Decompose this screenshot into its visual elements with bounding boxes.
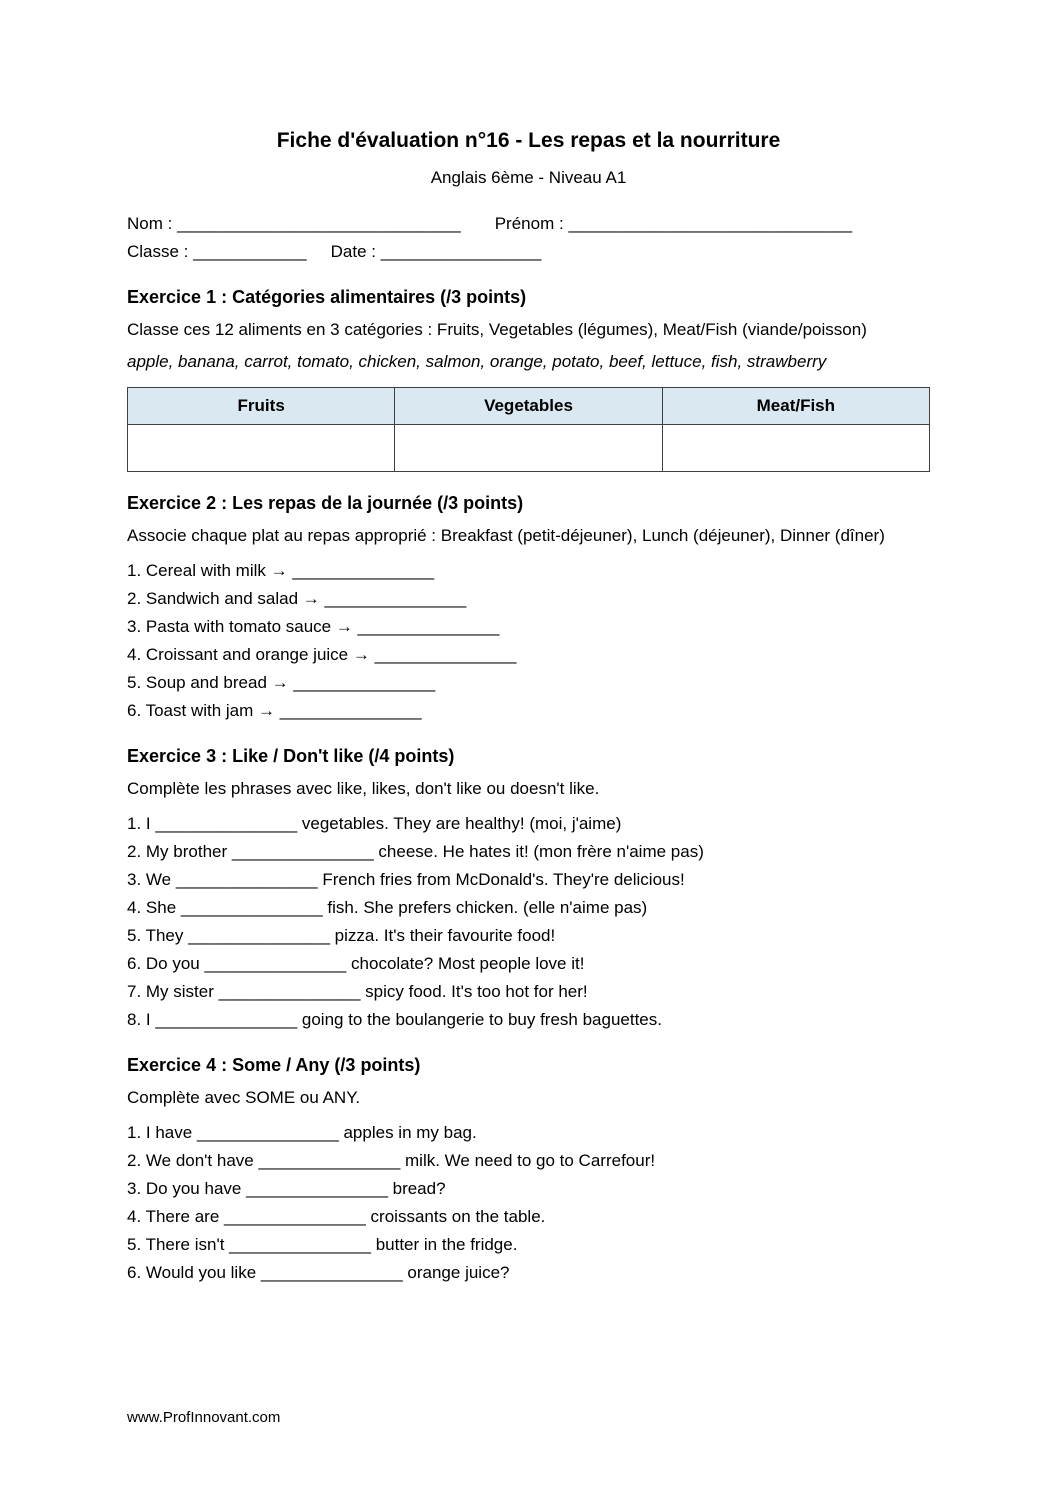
exercise-1-section (127, 285, 930, 472)
date-label: Date : (330, 242, 376, 261)
exercise-2-section (127, 491, 930, 725)
exercise-3-item-8: 8. I _______________ going to the boulangerie to buy fresh baguettes. (127, 1010, 662, 1029)
exercise-3-instructions: Complète les phrases avec like, likes, don't like ou doesn't like. (127, 779, 600, 798)
nom-field (127, 210, 461, 238)
exercise-2-item-3: 3. Pasta with tomato sauce → _______________ (127, 617, 500, 636)
exercise-3-item-6: 6. Do you _______________ chocolate? Most people love it! (127, 954, 585, 973)
prenom-blank: ______________________________ (568, 214, 853, 233)
exercise-4-instructions: Complète avec SOME ou ANY. (127, 1088, 361, 1107)
exercise-4-item-4: 4. There are _______________ croissants on the table. (127, 1207, 546, 1226)
classe-label: Classe : (127, 242, 189, 261)
exercise-1-word-list: apple, banana, carrot, tomato, chicken, salmon, orange, potato, beef, lettuce, fish, strawberry (127, 352, 827, 371)
identity-section (127, 210, 930, 266)
exercise-4-item-6: 6. Would you like _______________ orange juice? (127, 1263, 510, 1282)
exercise-4-items (127, 1119, 930, 1287)
nom-label: Nom : (127, 214, 173, 233)
table-answer-cell-fruits (128, 425, 395, 472)
table-header-row (128, 388, 930, 425)
date-field (331, 238, 542, 266)
exercise-3-item-1: 1. I _______________ vegetables. They are healthy! (moi, j'aime) (127, 814, 622, 833)
exercise-4-item-1: 1. I have _______________ apples in my bag. (127, 1123, 477, 1142)
exercise-2-item-6: 6. Toast with jam → _______________ (127, 701, 422, 720)
exercise-4-heading: Exercice 4 : Some / Any (/3 points) (127, 1055, 421, 1075)
exercise-4-section (127, 1053, 930, 1287)
exercise-3-section (127, 744, 930, 1034)
exercise-4-item-3: 3. Do you have _______________ bread? (127, 1179, 446, 1198)
page-title: Fiche d'évaluation n°16 - Les repas et la nourriture (276, 129, 781, 152)
exercise-2-item-4: 4. Croissant and orange juice → _______________ (127, 645, 517, 664)
exercise-3-heading: Exercice 3 : Like / Don't like (/4 points) (127, 746, 455, 766)
exercise-3-item-7: 7. My sister _______________ spicy food. It's too hot for her! (127, 982, 588, 1001)
exercise-3-item-5: 5. They _______________ pizza. It's their favourite food! (127, 926, 556, 945)
exercise-2-item-5: 5. Soup and bread → _______________ (127, 673, 436, 692)
table-header-meat-fish: Meat/Fish (662, 388, 929, 425)
prenom-label: Prénom : (494, 214, 564, 233)
exercise-2-item-2: 2. Sandwich and salad → _______________ (127, 589, 467, 608)
page-subtitle: Anglais 6ème - Niveau A1 (430, 168, 627, 187)
identity-row-1 (127, 210, 930, 238)
classe-blank: ____________ (193, 242, 307, 261)
exercise-3-item-2: 2. My brother _______________ cheese. He hates it! (mon frère n'aime pas) (127, 842, 704, 861)
table-answer-cell-meat-fish (662, 425, 929, 472)
exercise-2-item-1: 1. Cereal with milk → _______________ (127, 561, 435, 580)
exercise-4-item-2: 2. We don't have _______________ milk. We need to go to Carrefour! (127, 1151, 656, 1170)
date-blank: _________________ (380, 242, 542, 261)
exercise-3-item-4: 4. She _______________ fish. She prefers chicken. (elle n'aime pas) (127, 898, 648, 917)
exercise-1-heading: Exercice 1 : Catégories alimentaires (/3 points) (127, 287, 527, 307)
exercise-2-heading: Exercice 2 : Les repas de la journée (/3 points) (127, 493, 524, 513)
table-header-vegetables: Vegetables (395, 388, 662, 425)
table-answer-cell-vegetables (395, 425, 662, 472)
table-answer-row (128, 425, 930, 472)
exercise-4-item-5: 5. There isn't _______________ butter in the fridge. (127, 1235, 518, 1254)
exercise-2-instructions: Associe chaque plat au repas approprié : Breakfast (petit-déjeuner), Lunch (déjeuner), Dinner (dîner) (127, 526, 885, 545)
classe-field (127, 238, 307, 266)
footer-url: www.ProfInnovant.com (127, 1409, 281, 1426)
nom-blank: ______________________________ (177, 214, 461, 233)
identity-row-2 (127, 238, 930, 266)
prenom-field (495, 210, 852, 238)
exercise-1-instructions: Classe ces 12 aliments en 3 catégories : Fruits, Vegetables (légumes), Meat/Fish (viande/poisson) (127, 320, 867, 339)
table-header-fruits: Fruits (128, 388, 395, 425)
exercise-2-items (127, 557, 930, 725)
food-categories-table (127, 387, 930, 472)
exercise-3-items (127, 810, 930, 1034)
exercise-3-item-3: 3. We _______________ French fries from McDonald's. They're delicious! (127, 870, 685, 889)
